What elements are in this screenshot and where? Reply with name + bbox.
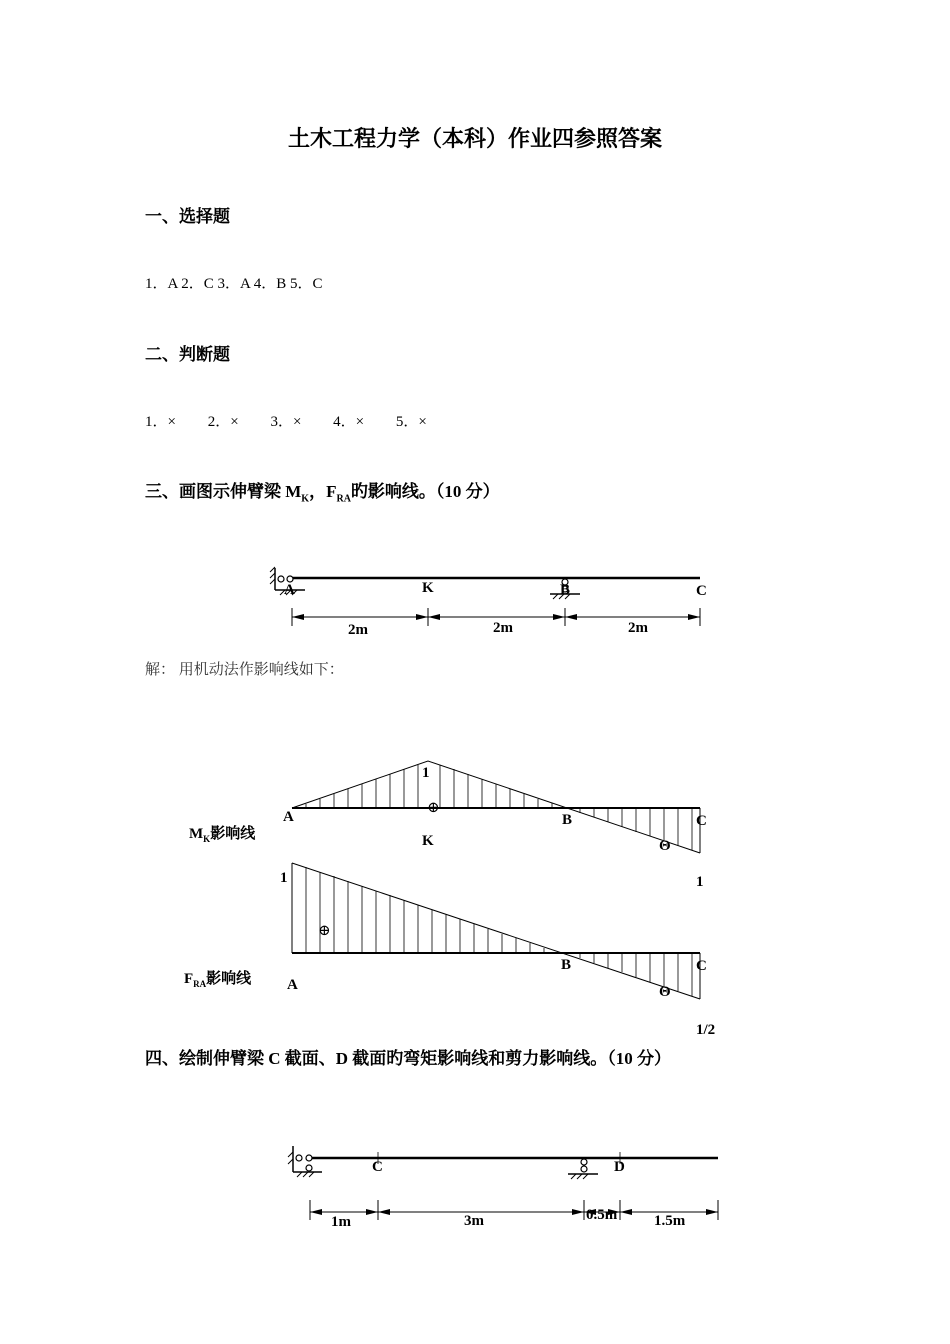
label-k: K — [422, 580, 434, 596]
beam-diagram-2 — [0, 1140, 950, 1235]
judgment-answer: 1．× — [145, 414, 176, 430]
label-a: A — [284, 582, 295, 598]
judgment-answer: 3．× — [270, 414, 302, 430]
label-b: B — [560, 582, 571, 598]
dim-3: 2m — [628, 620, 648, 636]
section3-heading: 三、画图示伸臂梁 $M_K$，$F_{RA}$旳影响线。（10 分） — [145, 482, 500, 505]
section2-heading: 二、判断题 — [145, 345, 230, 364]
judgment-answer: 5．× — [395, 414, 427, 430]
fra-plus-sign: ⊕ — [318, 923, 331, 939]
dim-1: 2m — [348, 622, 368, 638]
judgment-answer: 2．× — [207, 414, 239, 430]
solution-text: 解： 用机动法作影响线如下： — [145, 662, 344, 678]
mk-label-c: C — [696, 813, 707, 829]
fra-influence-diagram — [0, 855, 950, 1005]
fra-start-value: 1 — [280, 870, 288, 886]
fra-label-b: B — [561, 957, 572, 973]
beam-diagram-1 — [0, 560, 950, 640]
mk-plus-sign: ⊕ — [427, 800, 440, 816]
fra-label-a: A — [287, 977, 298, 993]
dim-2: 2m — [493, 620, 513, 636]
section1-heading: 一、选择题 — [145, 207, 230, 226]
mk-minus-sign: Θ — [659, 838, 671, 854]
fra-minus-sign: Θ — [659, 984, 671, 1000]
fra-end-value: 1/2 — [696, 1022, 716, 1038]
section4-heading: 四、绘制伸臂梁 C 截面、D 截面旳弯矩影响线和剪力影响线。（10 分） — [145, 1049, 672, 1068]
mk-label-a: A — [283, 809, 294, 825]
label-c2: C — [372, 1159, 383, 1175]
dim2-4: 1.5m — [654, 1213, 686, 1229]
mk-end-value: 1 — [696, 874, 704, 890]
roller-support-mid — [568, 1159, 598, 1179]
section2-answers — [145, 410, 455, 431]
mk-influence-diagram — [0, 750, 950, 870]
dim2-3: 0.5m — [586, 1207, 618, 1223]
fra-diagram-label: $F_{RA}$影响线 — [184, 971, 252, 989]
fra-label-c: C — [696, 958, 707, 974]
mk-label-b: B — [562, 812, 573, 828]
section1-answers: 1．A 2．C 3．A 4．B 5．C — [145, 276, 323, 292]
fixed-pin-support-left — [288, 1145, 322, 1177]
label-d: D — [614, 1159, 625, 1175]
judgment-answer: 4．× — [333, 414, 365, 430]
mk-label-k: K — [422, 833, 434, 849]
page-title: 土木工程力学（本科）作业四参照答案 — [287, 126, 662, 151]
dim2-2: 3m — [464, 1213, 484, 1229]
mk-peak-value: 1 — [422, 765, 430, 781]
mk-diagram-label: $M_K$影响线 — [189, 826, 256, 844]
label-c: C — [696, 583, 707, 599]
dim2-1: 1m — [331, 1214, 351, 1230]
